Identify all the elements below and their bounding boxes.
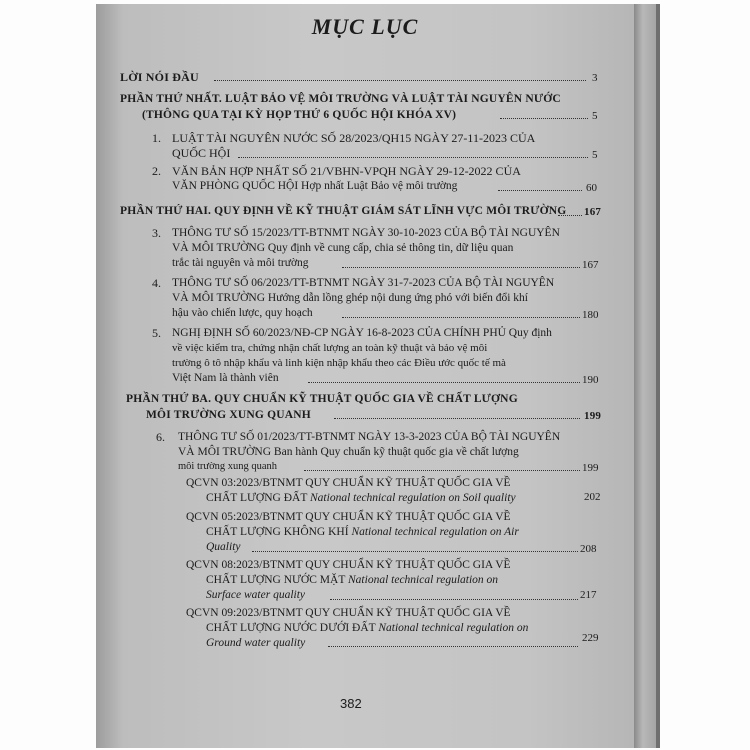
toc-item6-line2: VÀ MÔI TRƯỜNG Ban hành Quy chuẩn kỹ thuật quốc gia về chất lượng — [178, 446, 519, 458]
toc-item3-line3: trắc tài nguyên và môi trường — [172, 257, 309, 269]
toc-leader — [558, 215, 582, 216]
toc-qc4-page: 229 — [582, 632, 599, 644]
toc-item5-line1: NGHỊ ĐỊNH SỐ 60/2023/NĐ-CP NGÀY 16-8-2023 CỦA CHÍNH PHỦ Quy định — [172, 327, 552, 339]
toc-qc3-line3: Surface water quality — [206, 589, 306, 601]
toc-qc2-line2: CHẤT LƯỢNG KHÔNG KHÍ National technical regulation on Air — [206, 526, 519, 538]
toc-leader — [498, 190, 582, 191]
toc-qc2-line3: Quality — [206, 541, 241, 553]
toc-item5-line4: Việt Nam là thành viên — [172, 372, 279, 384]
toc-leader — [304, 470, 580, 471]
toc-item4-line3: hậu vào chiến lược, quy hoạch — [172, 307, 313, 319]
book-spine — [634, 4, 656, 748]
toc-preface: LỜI NÓI ĐẦU — [120, 70, 199, 84]
toc-qc4-line1: QCVN 09:2023/BTNMT QUY CHUẨN KỸ THUẬT QUỐC GIA VỀ — [186, 607, 511, 619]
toc-item4-number: 4. — [152, 276, 161, 290]
toc-part1-page: 5 — [592, 110, 598, 122]
toc-leader — [238, 157, 588, 158]
toc-item2-line2: VĂN PHÒNG QUỐC HỘI Hợp nhất Luật Bảo vệ môi trường — [172, 180, 458, 192]
toc-qc2-page: 208 — [580, 543, 597, 555]
toc-qc1-page: 202 — [584, 491, 601, 503]
toc-item4-line1: THÔNG TƯ SỐ 06/2023/TT-BTNMT NGÀY 31-7-2023 CỦA BỘ TÀI NGUYÊN — [172, 277, 555, 289]
page-title: MỤC LỤC — [311, 14, 419, 39]
toc-leader — [252, 551, 578, 552]
toc-item3-page: 167 — [582, 259, 599, 271]
page-number: 382 — [340, 696, 362, 711]
toc-item5-line2: về việc kiểm tra, chứng nhận chất lượng an toàn kỹ thuật và bảo vệ môi — [172, 342, 488, 354]
toc-item6-line1: THÔNG TƯ SỐ 01/2023/TT-BTNMT NGÀY 13-3-2023 CỦA BỘ TÀI NGUYÊN — [178, 431, 561, 443]
toc-item3-line1: THÔNG TƯ SỐ 15/2023/TT-BTNMT NGÀY 30-10-2023 CỦA BỘ TÀI NGUYÊN — [172, 227, 560, 239]
toc-leader — [500, 118, 588, 119]
toc-item1-page: 5 — [592, 149, 598, 161]
toc-qc3-line2: CHẤT LƯỢNG NƯỚC MẶT National technical regulation on — [206, 574, 499, 586]
toc-item6-line3: môi trường xung quanh — [178, 461, 278, 472]
toc-leader — [342, 267, 580, 268]
toc-leader — [308, 382, 580, 383]
toc-item5-line3: trường ô tô nhập khẩu và linh kiện nhập khẩu theo các Điều ước quốc tế mà — [172, 357, 506, 369]
toc-item3-line2: VÀ MÔI TRƯỜNG Quy định về cung cấp, chia sẻ thông tin, dữ liệu quan — [172, 242, 514, 254]
toc-leader — [334, 418, 580, 419]
toc-item2-line1: VĂN BẢN HỢP NHẤT SỐ 21/VBHN-VPQH NGÀY 29-12-2022 CỦA — [172, 164, 521, 178]
toc-part3-line2: MÔI TRƯỜNG XUNG QUANH — [146, 409, 311, 421]
toc-item4-line2: VÀ MÔI TRƯỜNG Hướng dẫn lồng ghép nội dung ứng phó với biến đổi khí — [172, 292, 528, 304]
toc-qc4-line3: Ground water quality — [206, 637, 306, 649]
toc-part1-line2: (THÔNG QUA TẠI KỲ HỌP THỨ 6 QUỐC HỘI KHÓA XV) — [142, 109, 457, 121]
toc-qc4-line2: CHẤT LƯỢNG NƯỚC DƯỚI ĐẤT National technical regulation on — [206, 622, 529, 634]
toc-leader — [342, 317, 580, 318]
toc-item2-page: 60 — [586, 182, 597, 194]
toc-part3-page: 199 — [584, 410, 602, 422]
toc-part2-page: 167 — [584, 206, 602, 218]
toc-qc1-line2: CHẤT LƯỢNG ĐẤT National technical regulation on Soil quality — [206, 492, 516, 504]
toc-qc2-line1: QCVN 05:2023/BTNMT QUY CHUẨN KỸ THUẬT QUỐC GIA VỀ — [186, 511, 511, 523]
toc-item5-page: 190 — [582, 374, 599, 386]
toc-item1-line1: LUẬT TÀI NGUYÊN NƯỚC SỐ 28/2023/QH15 NGÀY 27-11-2023 CỦA — [172, 131, 536, 145]
toc-part3-line1: PHẦN THỨ BA. QUY CHUẨN KỸ THUẬT QUỐC GIA VỀ CHẤT LƯỢNG — [126, 393, 518, 405]
toc-item5-number: 5. — [152, 326, 161, 340]
book-spine-edge — [656, 4, 660, 748]
toc-qc3-line1: QCVN 08:2023/BTNMT QUY CHUẨN KỸ THUẬT QUỐC GIA VỀ — [186, 559, 511, 571]
toc-leader — [214, 80, 586, 81]
toc-qc1-line1: QCVN 03:2023/BTNMT QUY CHUẨN KỸ THUẬT QUỐC GIA VỀ — [186, 477, 511, 489]
toc-item4-page: 180 — [582, 309, 599, 321]
toc-leader — [330, 599, 578, 600]
toc-part1-line1: PHẦN THỨ NHẤT. LUẬT BẢO VỆ MÔI TRƯỜNG VÀ LUẬT TÀI NGUYÊN NƯỚC — [120, 93, 561, 105]
toc-item3-number: 3. — [152, 226, 161, 240]
toc-item6-page: 199 — [582, 462, 599, 474]
toc-part2-line1: PHẦN THỨ HAI. QUY ĐỊNH VỀ KỸ THUẬT GIÁM SÁT LĨNH VỰC MÔI TRƯỜNG — [120, 205, 567, 217]
toc-preface-page: 3 — [592, 72, 598, 84]
toc-leader — [328, 646, 578, 647]
toc-item1-number: 1. — [152, 131, 161, 145]
toc-item6-number: 6. — [156, 430, 165, 444]
toc-qc3-page: 217 — [580, 589, 597, 601]
toc-item1-line2: QUỐC HỘI — [172, 146, 231, 160]
toc-item2-number: 2. — [152, 164, 161, 178]
